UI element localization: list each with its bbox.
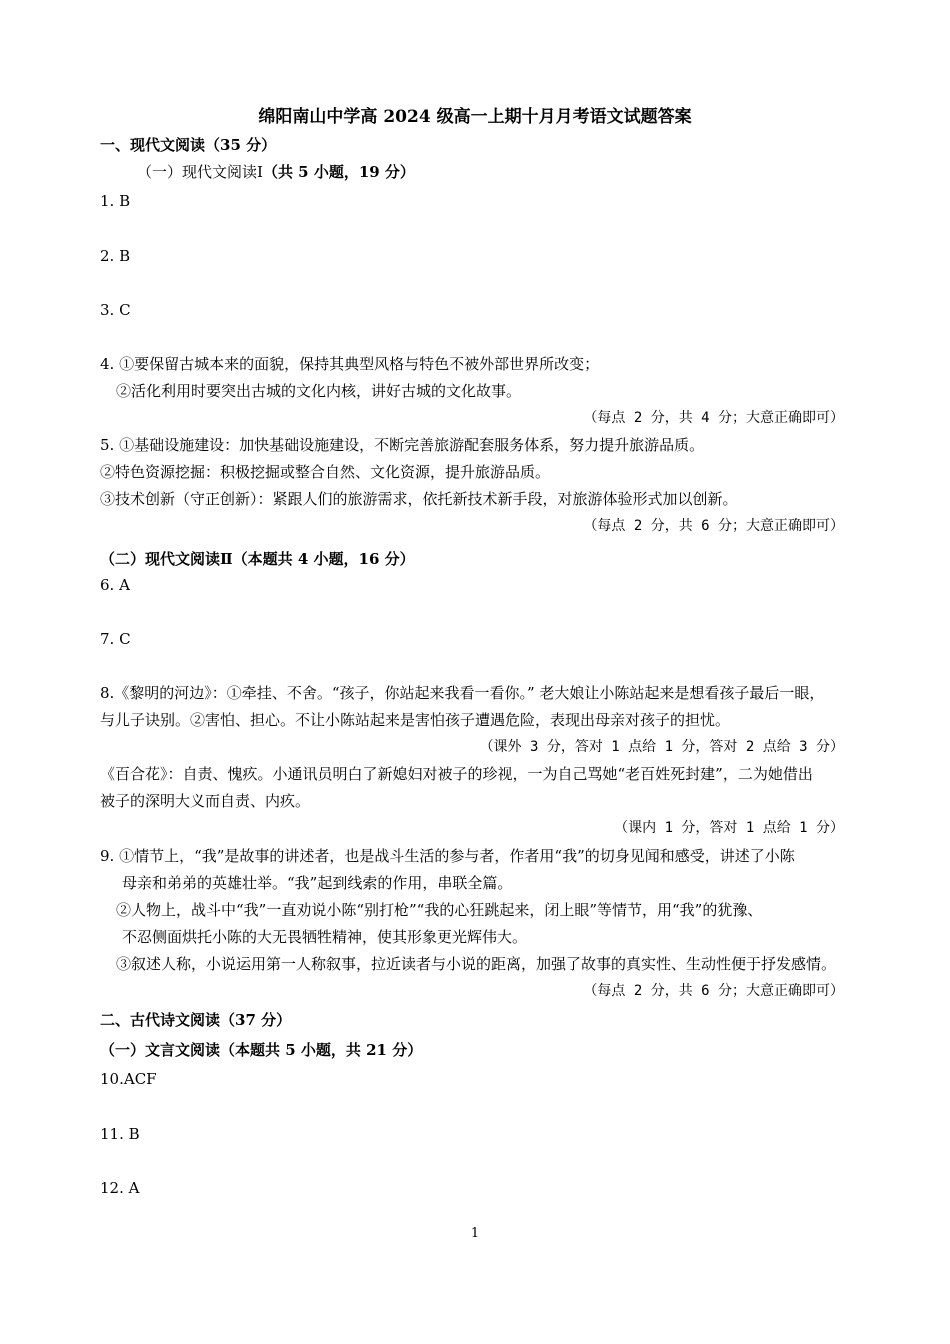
answer-8-line-2: 与儿子诀别。②害怕、担心。不让小陈站起来是害怕孩子遭遇危险，表现出母亲对孩子的担忧。 xyxy=(100,711,731,729)
scoring-note-4: （每点 2 分，共 4 分；大意正确即可） xyxy=(583,410,844,426)
answer-11: 11. B xyxy=(100,1125,140,1143)
answer-8-line-1: 8.《黎明的河边》：①牵挂、不舍。“孩子，你站起来我看一看你。” 老大娘让小陈站起来是想看孩子最后一眼， xyxy=(100,684,825,702)
scoring-note-5: （每点 2 分，共 6 分；大意正确即可） xyxy=(583,518,844,534)
page-title: 绵阳南山中学高 2024 级高一上期十月月考语文试题答案 xyxy=(258,107,692,127)
answer-8-line-4: 被子的深明大义而自责、内疚。 xyxy=(100,792,311,810)
answer-6: 6. A xyxy=(100,576,130,594)
answer-9-line-5: ③叙述人称，小说运用第一人称叙事，拉近读者与小说的距离，加强了故事的真实性、生动性便于抒发感情。 xyxy=(116,955,837,973)
answer-4-line-1: 4. ①要保留古城本来的面貌，保持其典型风格与特色不被外部世界所改变； xyxy=(100,355,600,373)
answer-5-line-3: ③技术创新（守正创新）：紧跟人们的旅游需求，依托新技术新手段，对旅游体验形式加以创新。 xyxy=(100,490,738,508)
page-number: 1 xyxy=(470,1226,480,1241)
answer-5-line-2: ②特色资源挖掘：积极挖掘或整合自然、文化资源，提升旅游品质。 xyxy=(100,463,551,481)
subsection-heading-2: （二）现代文阅读Ⅱ（本题共 4 小题，16 分） xyxy=(100,550,415,568)
answer-12: 12. A xyxy=(100,1179,140,1197)
section-heading-1: 一、现代文阅读（35 分） xyxy=(100,136,277,154)
section-heading-2: 二、古代诗文阅读（37 分） xyxy=(100,1011,292,1029)
answer-9-line-1: 9. ①情节上，“我”是故事的讲述者，也是战斗生活的参与者，作者用“我”的切身见闻和感受，讲述了小陈 xyxy=(100,847,795,865)
subsection-heading-1 xyxy=(137,162,415,182)
subsection-heading-1-score: （共 5 小题，19 分） xyxy=(262,163,415,181)
scoring-note-9: （每点 2 分，共 6 分；大意正确即可） xyxy=(583,983,844,999)
answer-9-line-4: 不忍侧面烘托小陈的大无畏牺牲精神，使其形象更光辉伟大。 xyxy=(122,928,528,946)
subsection-heading-1-name: （一）现代文阅读Ⅰ xyxy=(137,163,263,181)
answer-10: 10.ACF xyxy=(100,1070,157,1088)
answer-9-line-3: ②人物上，战斗中“我”一直劝说小陈“别打枪”“我的心狂跳起来，闭上眼”等情节，用“我”的犹豫、 xyxy=(116,901,763,919)
answer-1: 1. B xyxy=(100,192,131,210)
answer-2: 2. B xyxy=(100,247,131,265)
answer-9-line-2: 母亲和弟弟的英雄壮举。“我”起到线索的作用，串联全篇。 xyxy=(122,874,513,892)
answer-7: 7. C xyxy=(100,630,131,648)
scoring-note-8a: （课外 3 分，答对 1 点给 1 分，答对 2 点给 3 分） xyxy=(479,739,844,755)
scoring-note-8b: （课内 1 分，答对 1 点给 1 分） xyxy=(614,820,844,836)
answer-4-line-2: ②活化利用时要突出古城的文化内核，讲好古城的文化故事。 xyxy=(116,382,522,400)
answer-3: 3. C xyxy=(100,301,131,319)
answer-8-line-3: 《百合花》：自责、愧疚。小通讯员明白了新媳妇对被子的珍视，一为自己骂她“老百姓死封建”，二为她借出 xyxy=(100,765,813,783)
subsection-heading-3: （一）文言文阅读（本题共 5 小题，共 21 分） xyxy=(100,1041,423,1059)
answer-5-line-1: 5. ①基础设施建设：加快基础设施建设，不断完善旅游配套服务体系，努力提升旅游品质。 xyxy=(100,436,705,454)
